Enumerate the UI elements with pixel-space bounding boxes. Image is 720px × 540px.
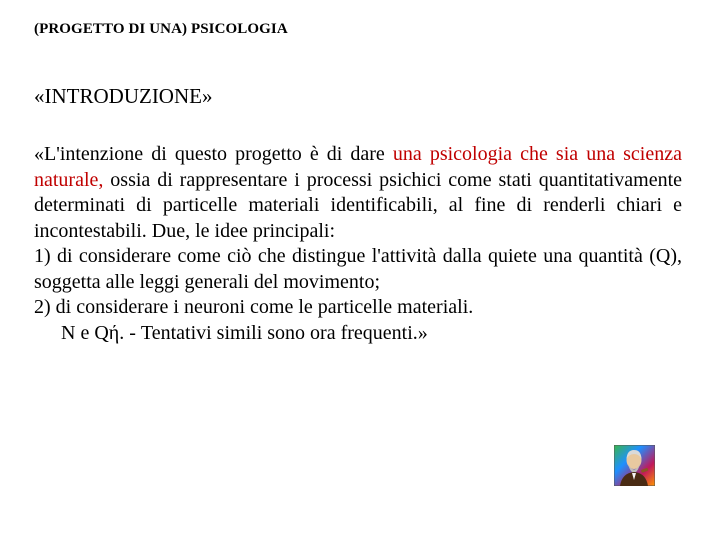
list-item-1: 1) di considerare come ciò che distingue l'attività dalla quiete una quantità (Q), soggetta alle leggi generali del movimento; [34, 245, 682, 293]
paragraph-intro-end: ossia di rappresentare i processi psichici come stati quantitativamente determinati di particelle materiali identificabili, al fine di renderli chiari e incontestabili. Due, le idee principali: [34, 168, 682, 242]
paragraph-intro [34, 142, 682, 244]
paragraph-intro-start: «L'intenzione di questo progetto è di dare [34, 143, 393, 165]
main-text [34, 142, 682, 346]
page-header-title: (PROGETTO DI UNA) PSICOLOGIA [34, 21, 288, 37]
intro-heading: «INTRODUZIONE» [34, 84, 213, 108]
list-item-2: 2) di considerare i neuroni come le particelle materiali. [34, 296, 474, 318]
freud-portrait-icon[interactable] [614, 445, 655, 486]
closing-line: N e Qή. - Tentativi simili sono ora frequenti.» [61, 321, 428, 344]
highlight-phrase: una psicologia che sia una scienza naturale, [34, 143, 682, 191]
